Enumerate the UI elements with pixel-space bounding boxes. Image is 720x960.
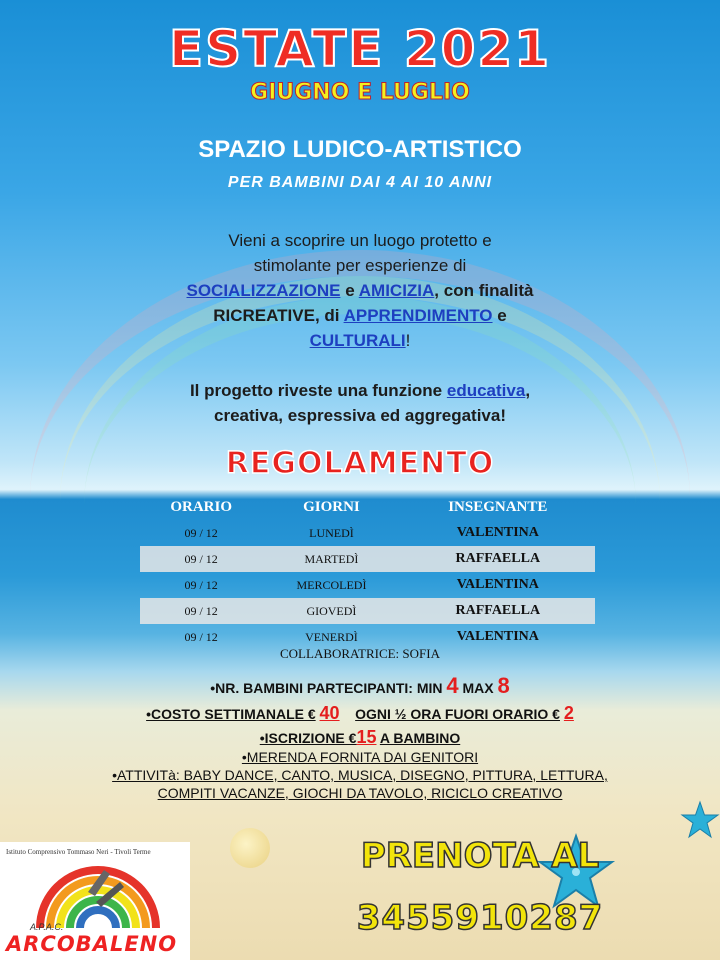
section-subheading: PER BAMBINI DAI 4 AI 10 ANNI xyxy=(227,174,493,191)
section-heading: SPAZIO LUDICO-ARTISTICO xyxy=(198,136,522,163)
intro-line: creativa, espressiva ed aggregativa! xyxy=(214,406,506,425)
intro-word: e xyxy=(497,306,507,325)
regolamento-heading: REGOLAMENTO xyxy=(225,446,495,481)
collaborator-note: COLLABORATRICE: SOFIA xyxy=(280,646,440,661)
intro-word: e xyxy=(345,281,355,300)
enroll-rule xyxy=(0,727,720,748)
snack-rule: •MERENDA FORNITA DAI GENITORI xyxy=(241,749,479,765)
intro-word: ! xyxy=(405,331,411,350)
activities-rule-cont: COMPITI VACANZE, GIOCHI DA TAVOLO, RICICLO CREATIVO xyxy=(157,785,563,801)
cost-half-label: OGNI ½ ORA FUORI ORARIO € xyxy=(355,706,560,722)
intro-text xyxy=(0,228,720,428)
cost-week-value: 40 xyxy=(319,703,340,723)
poster-title: ESTATE 2021 xyxy=(168,20,552,78)
enroll-label: •ISCRIZIONE € xyxy=(259,730,357,746)
intro-line: Vieni a scoprire un luogo protetto e xyxy=(228,231,492,250)
institute-name: Istituto Comprensivo Tommaso Neri - Tivoli Terme xyxy=(6,848,151,856)
teacher-cell: VALENTINA xyxy=(456,525,539,540)
day-cell: MERCOLEDÌ xyxy=(296,577,367,592)
table-header-row xyxy=(140,494,595,520)
table-row xyxy=(140,520,595,546)
amicizia-link[interactable]: AMICIZIA xyxy=(358,281,435,300)
starfish-icon xyxy=(680,800,720,840)
logo-name: ARCOBALENO xyxy=(6,932,178,956)
time-cell: 09 / 12 xyxy=(184,577,218,592)
day-cell: LUNEDÌ xyxy=(309,525,354,540)
kids-max-value: 8 xyxy=(497,673,510,698)
schedule-table xyxy=(140,494,595,650)
educativa-link[interactable]: educativa xyxy=(446,381,526,400)
enroll-value: 15 xyxy=(356,727,377,747)
day-cell: GIOVEDÌ xyxy=(262,598,400,624)
cost-half-value: 2 xyxy=(563,703,574,723)
kids-rule xyxy=(0,674,720,700)
time-cell: 09 / 12 xyxy=(184,525,218,540)
kids-max-label: MAX xyxy=(462,680,494,696)
culturali-link[interactable]: CULTURALI xyxy=(309,331,406,350)
table-row xyxy=(140,572,595,598)
apprendimento-link[interactable]: APPRENDIMENTO xyxy=(343,306,493,325)
poster-subtitle: GIUGNO E LUGLIO xyxy=(250,80,470,105)
intro-word: , xyxy=(525,381,531,400)
day-cell: MARTEDÌ xyxy=(262,546,400,572)
teacher-cell: VALENTINA xyxy=(456,629,539,644)
teacher-cell: RAFFAELLA xyxy=(401,598,595,624)
kids-min-value: 4 xyxy=(446,673,459,698)
teacher-cell: RAFFAELLA xyxy=(401,546,595,572)
rules-list xyxy=(0,674,720,802)
cost-rule xyxy=(0,700,720,727)
cost-label: •COSTO SETTIMANALE € xyxy=(146,706,316,722)
column-header: ORARIO xyxy=(170,498,232,515)
intro-line: Il progetto riveste una funzione xyxy=(189,381,443,400)
kids-label: •NR. BAMBINI PARTECIPANTI: MIN xyxy=(210,680,443,696)
booking-phone[interactable]: 3455910287 xyxy=(356,898,604,938)
time-cell: 09 / 12 xyxy=(140,546,262,572)
socializzazione-link[interactable]: SOCIALIZZAZIONE xyxy=(186,281,341,300)
booking-label: PRENOTA AL xyxy=(360,836,600,876)
column-header: INSEGNANTE xyxy=(448,498,548,515)
intro-line: stimolante per esperienze di xyxy=(253,256,467,275)
logo-apac: A.P.A.C. xyxy=(30,922,64,932)
time-cell: 09 / 12 xyxy=(184,629,218,644)
activities-rule: •ATTIVITà: BABY DANCE, CANTO, MUSICA, DISEGNO, PITTURA, LETTURA, xyxy=(112,767,608,783)
column-header: GIORNI xyxy=(303,498,360,515)
enroll-suffix: A BAMBINO xyxy=(379,730,461,746)
time-cell: 09 / 12 xyxy=(140,598,262,624)
teacher-cell: VALENTINA xyxy=(456,577,539,592)
arcobaleno-logo xyxy=(0,842,190,960)
table-row xyxy=(140,598,595,624)
intro-word: , con finalità xyxy=(434,281,534,300)
day-cell: VENERDÌ xyxy=(305,629,358,644)
table-row xyxy=(140,546,595,572)
intro-word: RICREATIVE, di xyxy=(213,306,340,325)
